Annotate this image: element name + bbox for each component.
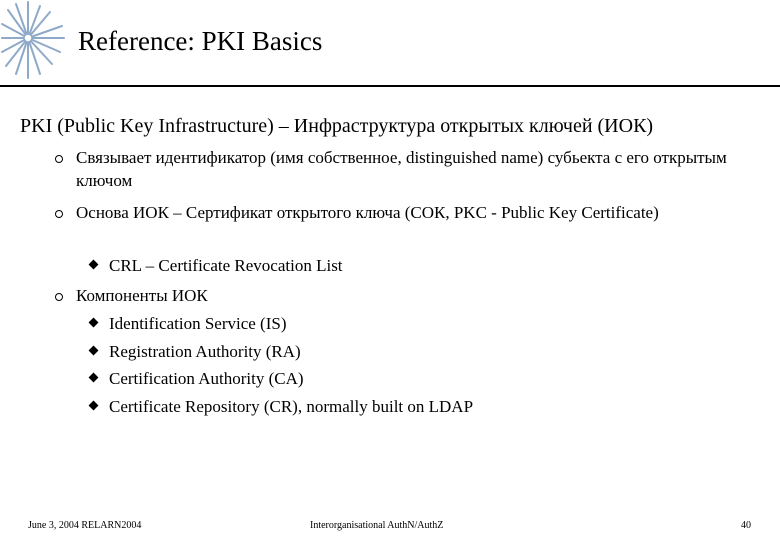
circle-bullet-icon [55,293,63,301]
slide-title: Reference: PKI Basics [78,26,323,56]
diamond-bullet-icon [89,318,99,328]
page-number: 40 [741,520,751,531]
sub-bullet-text: Certificate Repository (CR), normally built on LDAP [109,397,474,416]
bullet-item [76,146,766,192]
main-heading: PKI (Public Key Infrastructure) – Инфраструктура открытых ключей (ИОК) [20,115,654,137]
sub-bullet-text: CRL – Certificate Revocation List [109,256,343,275]
bullet-text: Основа ИОК – Сертификат открытого ключа (СОК, PKC - Public Key Certificate) [76,203,659,222]
bullet-item [76,284,766,307]
bullet-text: Компоненты ИОК [76,286,208,305]
title-divider [0,85,780,87]
diamond-bullet-icon [89,346,99,356]
footer-title: Interorganisational AuthN/AuthZ [310,520,444,531]
sub-bullet-item [109,395,759,418]
diamond-bullet-icon [89,260,99,270]
sub-bullet-text: Certification Authority (CA) [109,369,304,388]
sub-bullet-item [109,254,759,277]
footer-date: June 3, 2004 RELARN2004 [28,520,142,531]
bullet-text: Связывает идентификатор (имя собственное, distinguished name) субьекта с его открытым ключом [76,148,727,190]
sub-bullet-text: Registration Authority (RA) [109,342,301,361]
sub-bullet-item [109,312,759,335]
sub-bullet-item [109,340,759,363]
starburst-icon [0,0,70,80]
sub-bullet-item [109,367,759,390]
circle-bullet-icon [55,155,63,163]
diamond-bullet-icon [89,373,99,383]
diamond-bullet-icon [89,401,99,411]
circle-bullet-icon [55,210,63,218]
bullet-item [76,201,766,224]
sub-bullet-text: Identification Service (IS) [109,314,287,333]
